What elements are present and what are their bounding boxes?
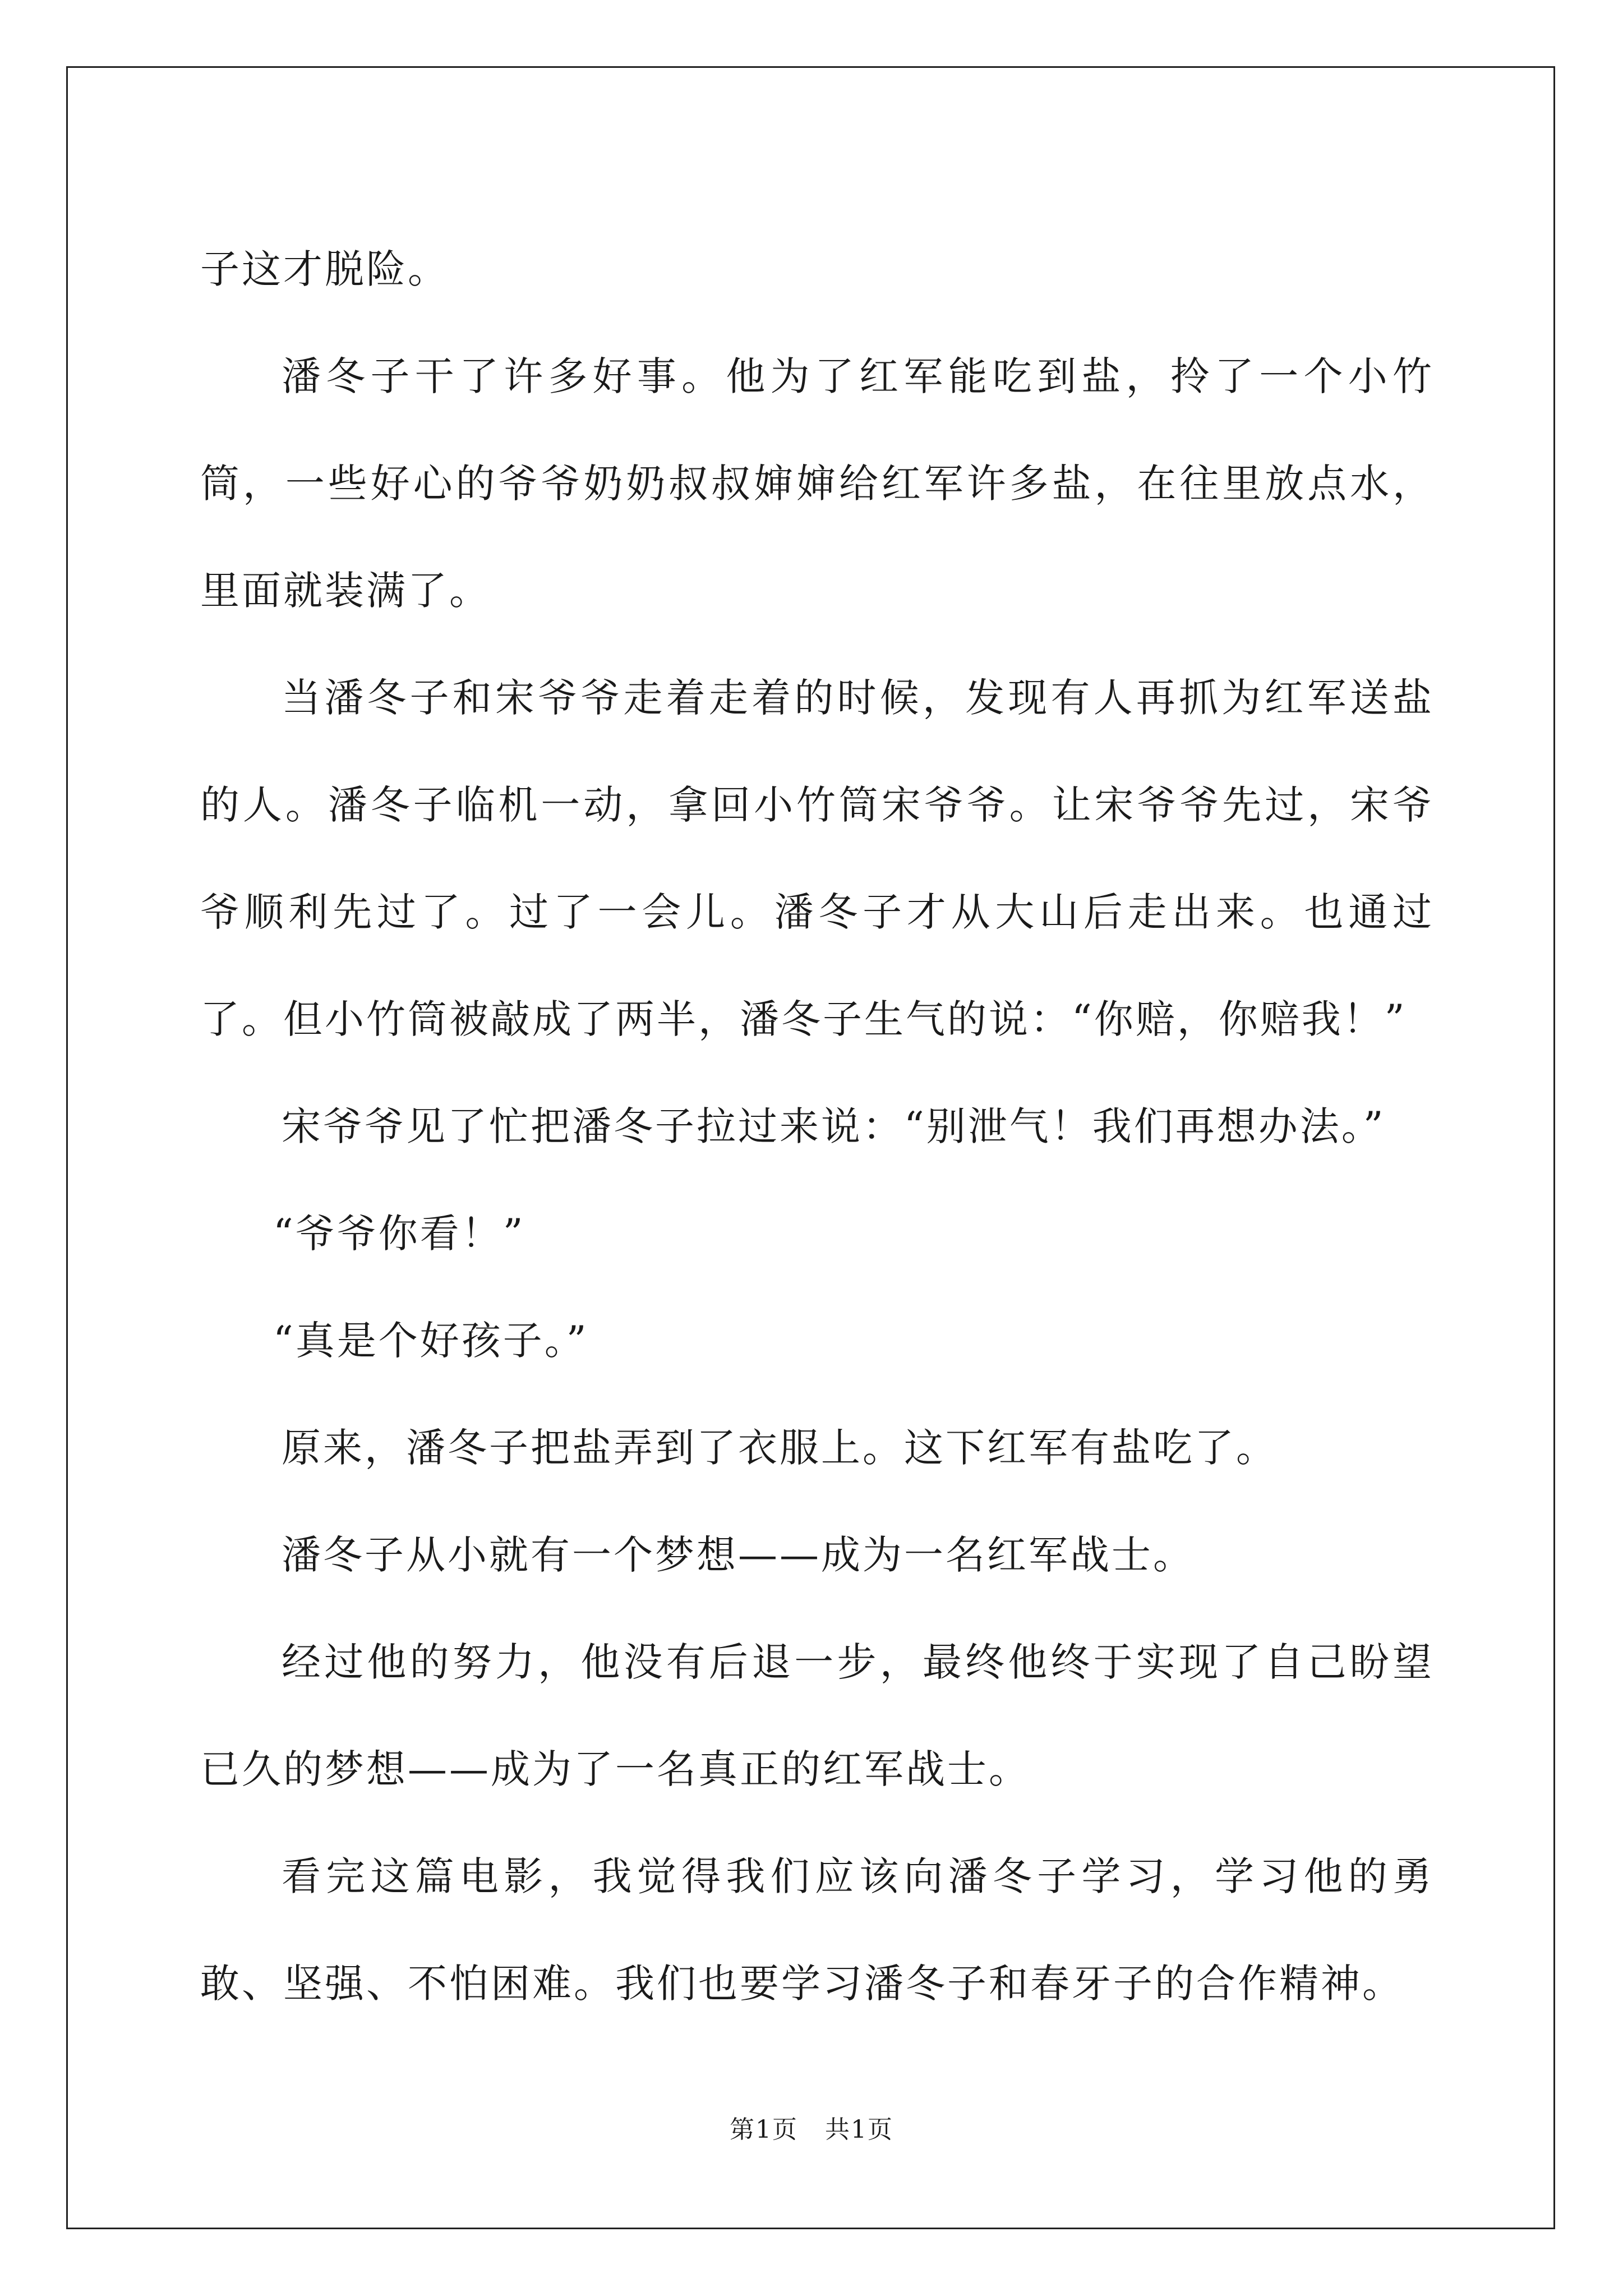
paragraph-4: 宋爷爷见了忙把潘冬子拉过来说：“别泄气！我们再想办法。”: [282, 1103, 1386, 1149]
page-number: 第1页: [730, 2115, 798, 2144]
paragraph-9: 经过他的努力，他没有后退一步，最终他终于实现了自己盼望已久的梦想——成为了一名真正的红军战士。: [200, 1639, 1434, 1792]
paragraph-7: 原来，潘冬子把盐弄到了衣服上。这下红军有盐吃了。: [282, 1425, 1278, 1471]
paragraph-1: 子这才脱险。: [200, 246, 449, 292]
page-total: 共1页: [825, 2115, 893, 2144]
paragraph-2: 潘冬子干了许多好事。他为了红军能吃到盐，拎了一个小竹筒，一些好心的爷爷奶奶叔叔婶婶给红军许多盐，在往里放点水，里面就装满了。: [200, 353, 1434, 614]
document-body: [200, 216, 1434, 2037]
page-footer: [0, 2109, 1623, 2145]
paragraph-5: “爷爷你看！”: [273, 1211, 525, 1257]
paragraph-6: “真是个好孩子。”: [273, 1318, 589, 1364]
paragraph-10: 看完这篇电影，我觉得我们应该向潘冬子学习，学习他的勇敢、坚强、不怕困难。我们也要学习潘冬子和春牙子的合作精神。: [200, 1853, 1434, 2007]
paragraph-8: 潘冬子从小就有一个梦想——成为一名红军战士。: [282, 1532, 1195, 1578]
paragraph-3: 当潘冬子和宋爷爷走着走着的时候，发现有人再抓为红军送盐的人。潘冬子临机一动，拿回小竹筒宋爷爷。让宋爷爷先过，宋爷爷顺利先过了。过了一会儿。潘冬子才从大山后走出来。也通过了。但小竹筒被敲成了两半，潘冬子生气的说：“你赔，你赔我！”: [200, 675, 1434, 1042]
